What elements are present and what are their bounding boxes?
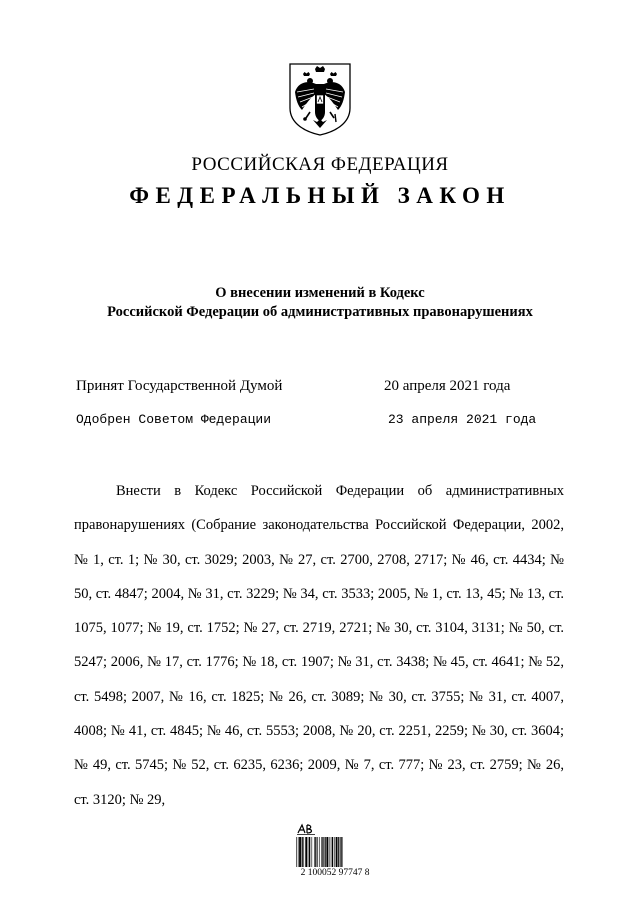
barcode-icon xyxy=(296,837,374,867)
law-type-heading: ФЕДЕРАЛЬНЫЙ ЗАКОН xyxy=(129,183,511,208)
law-body-paragraph: Внести в Кодекс Российской Федерации об административных правонарушениях (Собрание законодательства Российской Федерации, 2002, № 1, ст. 1; № 30, ст. 3029; 2003, № 27, ст. 2700, 2708, 2717; № 46, ст. 4434; № 50, ст. 4847; 2004, № 31, ст. 3229; № 34, ст. 3533; 2005, № 1, ст. 13, 45; № 13, ст. 1075, 1077; № 19, ст. 1752; № 27, ст. 2719, 2721; № 30, ст. 3104, 3131; № 50, ст. 5247; 2006, № 17, ст. 1776; № 18, ст. 1907; № 31, ст. 3438; № 45, ст. 4641; № 52, ст. 5498; 2007, № 16, ст. 1825; № 26, ст. 3089; № 30, ст. 3755; № 31, ст. 4007, 4008; № 41, ст. 4845; № 46, ст. 5553; 2008, № 20, ст. 2251, 2259; № 30, ст. 3604; № 49, ст. 5745; № 52, ст. 6235, 6236; 2009, № 7, ст. 777; № 23, ст. 2759; № 26, ст. 3120; № 29, xyxy=(74,483,564,808)
barcode-bar xyxy=(308,837,309,867)
barcode-bar xyxy=(321,837,322,867)
barcode-bar xyxy=(326,837,328,867)
barcode-bar xyxy=(296,837,297,867)
barcode-bar xyxy=(309,837,310,867)
barcode-bar xyxy=(298,837,299,867)
barcode-bar xyxy=(334,837,335,867)
barcode-bar xyxy=(340,837,341,867)
registry-mark-icon xyxy=(296,823,316,835)
barcode-bar xyxy=(319,837,320,867)
duma-adoption-date: 20 апреля 2021 года xyxy=(384,378,511,394)
barcode-bar xyxy=(336,837,338,867)
law-title-line-2: Российской Федерации об административных правонарушениях xyxy=(107,304,533,320)
barcode-bar xyxy=(331,837,332,867)
country-name: РОССИЙСКАЯ ФЕДЕРАЦИЯ xyxy=(191,154,449,175)
coat-of-arms-icon xyxy=(288,62,352,136)
duma-adoption-label: Принят Государственной Думой xyxy=(76,378,283,394)
barcode-bar xyxy=(302,837,303,867)
barcode-bar xyxy=(329,837,330,867)
barcode-bar xyxy=(332,837,333,867)
barcode-bar xyxy=(312,837,313,867)
barcode-bar xyxy=(299,837,301,867)
barcode-bar xyxy=(341,837,342,867)
document-barcode xyxy=(292,823,378,883)
law-title-line-1: О внесении изменений в Кодекс xyxy=(215,285,425,301)
barcode-bar xyxy=(317,837,318,867)
barcode-bar xyxy=(303,837,304,867)
barcode-bar xyxy=(338,837,339,867)
council-approval-date: 23 апреля 2021 года xyxy=(388,412,537,427)
council-approval-label: Одобрен Советом Федерации xyxy=(76,412,272,427)
barcode-bar xyxy=(323,837,324,867)
barcode-bar xyxy=(305,837,307,867)
barcode-bar xyxy=(315,837,316,867)
law-title xyxy=(0,284,640,322)
barcode-bar xyxy=(314,837,315,867)
barcode-number: 2 100052 97747 8 xyxy=(300,868,370,878)
barcode-bar xyxy=(325,837,326,867)
